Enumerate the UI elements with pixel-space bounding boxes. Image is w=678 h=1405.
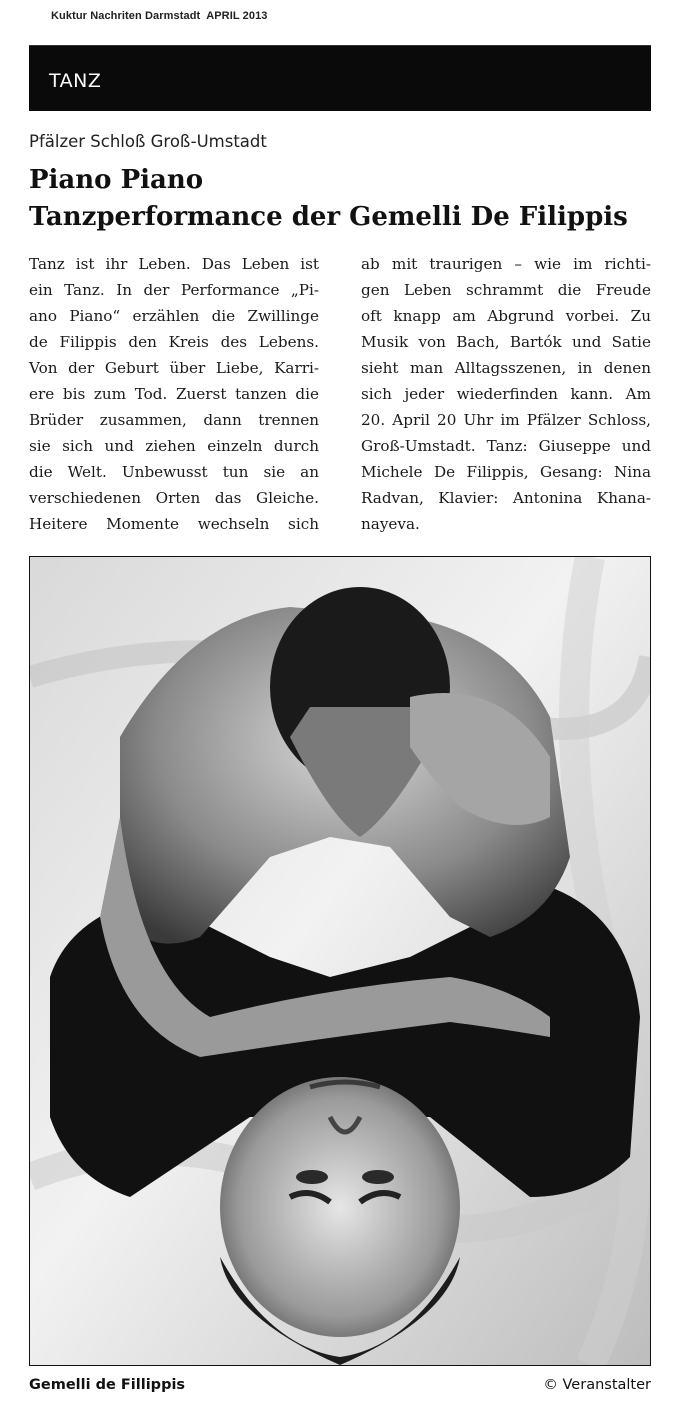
body-line: ein Tanz. In der Performance „Pi- — [29, 281, 319, 299]
body-line: Radvan, Klavier: Antonina Khana- — [361, 489, 651, 507]
lower-dancer-face — [220, 1077, 460, 1337]
lower-dancer-eye-left — [296, 1170, 328, 1184]
body-line: sieht man Alltagsszenen, in denen — [361, 359, 651, 377]
body-column-right — [361, 251, 651, 537]
body-line: Von der Geburt über Liebe, Karri- — [29, 359, 319, 377]
body-line: ab mit traurigen – wie im richti- — [361, 255, 651, 273]
body-line: Michele De Filippis, Gesang: Nina — [361, 463, 651, 481]
body-line: nayeva. — [361, 515, 420, 533]
body-line: ano Piano“ erzählen die Zwillinge — [29, 307, 319, 325]
body-line: sich jeder wiederfinden kann. Am — [361, 385, 651, 403]
body-line: gen Leben schrammt die Freude — [361, 281, 651, 299]
body-line: Tanz ist ihr Leben. Das Leben ist — [29, 255, 319, 273]
section-label: TANZ — [49, 70, 102, 92]
dancers-photo-illustration — [30, 557, 650, 1365]
masthead: Kuktur Nachriten Darmstadt APRIL 2013 — [51, 10, 268, 22]
body-line: Groß-Umstadt. Tanz: Giuseppe und — [361, 437, 651, 455]
body-line: 20. April 20 Uhr im Pfälzer Schloss, — [361, 411, 651, 429]
body-line: verschiedenen Orten das Gleiche. — [29, 489, 319, 507]
section-bar — [29, 45, 651, 111]
article-kicker: Pfälzer Schloß Groß-Umstadt — [29, 132, 267, 151]
body-line: Musik von Bach, Bartók und Satie — [361, 333, 651, 351]
body-line: sie sich und ziehen einzeln durch — [29, 437, 319, 455]
body-line: oft knapp am Abgrund vorbei. Zu — [361, 307, 651, 325]
headline-line-2: Tanzperformance der Gemelli De Filippis — [29, 202, 628, 232]
body-column-left — [29, 251, 319, 537]
photo-caption: Gemelli de Fillippis — [29, 1377, 186, 1393]
dancers-photo — [29, 556, 651, 1366]
body-line: Brüder zusammen, dann trennen — [29, 411, 319, 429]
body-line: die Welt. Unbewusst tun sie an — [29, 463, 319, 481]
body-line: de Filippis den Kreis des Lebens. — [29, 333, 319, 351]
lower-dancer-eye-right — [362, 1170, 394, 1184]
article-headline — [29, 162, 659, 236]
headline-line-1: Piano Piano — [29, 165, 204, 195]
body-line: Heitere Momente wechseln sich — [29, 515, 319, 533]
photo-credit: © Veranstalter — [543, 1377, 651, 1393]
body-line: ere bis zum Tod. Zuerst tanzen die — [29, 385, 319, 403]
